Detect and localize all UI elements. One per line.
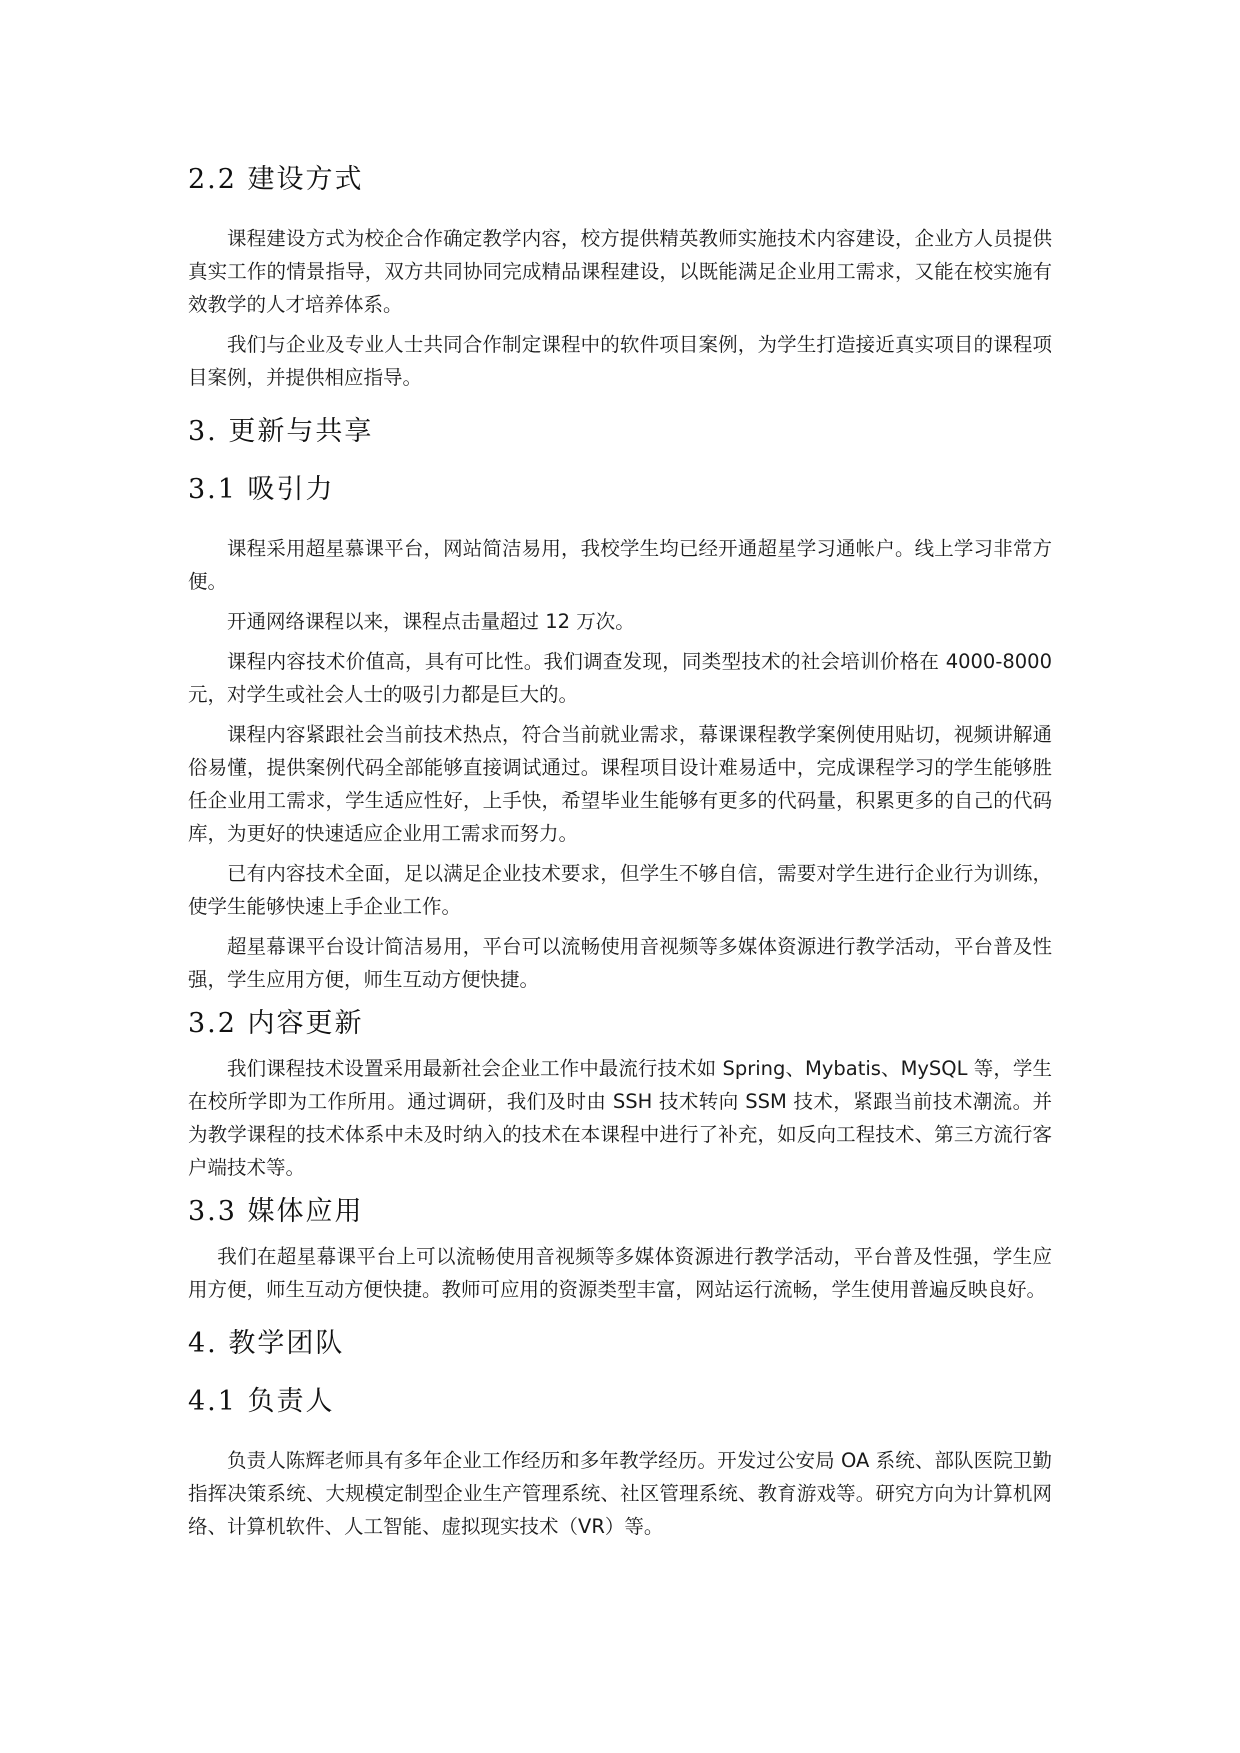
paragraph: 负责人陈辉老师具有多年企业工作经历和多年教学经历。开发过公安局 OA 系统、部队医院卫勤指挥决策系统、大规模定制型企业生产管理系统、社区管理系统、教育游戏等。研究方向为计算机网络、计算机软件、人工智能、虚拟现实技术（VR）等。 <box>188 1449 1052 1538</box>
paragraph: 课程内容技术价值高，具有可比性。我们调查发现，同类型技术的社会培训价格在 4000-8000 元，对学生或社会人士的吸引力都是巨大的。 <box>188 650 1052 706</box>
paragraph: 已有内容技术全面，足以满足企业技术要求，但学生不够自信，需要对学生进行企业行为训练，使学生能够快速上手企业工作。 <box>188 862 1052 918</box>
section-heading-3-2: 3.2 内容更新 <box>188 1008 364 1039</box>
section-heading-3-3: 3.3 媒体应用 <box>188 1196 364 1227</box>
section-heading-4-1: 4.1 负责人 <box>188 1386 335 1417</box>
section-heading-3: 3. 更新与共享 <box>188 416 374 447</box>
section-heading-3-1: 3.1 吸引力 <box>188 474 335 505</box>
section-heading-4: 4. 教学团队 <box>188 1328 345 1359</box>
paragraph: 课程建设方式为校企合作确定教学内容，校方提供精英教师实施技术内容建设，企业方人员提供真实工作的情景指导，双方共同协同完成精品课程建设，以既能满足企业用工需求，又能在校实施有效教学的人才培养体系。 <box>188 227 1052 316</box>
paragraph: 我们课程技术设置采用最新社会企业工作中最流行技术如 Spring、Mybatis、MySQL 等，学生在校所学即为工作所用。通过调研，我们及时由 SSH 技术转向 SSM 技术，紧跟当前技术潮流。并为教学课程的技术体系中未及时纳入的技术在本课程中进行了补充，如反向工程技术、第三方流行客户端技术等。 <box>188 1057 1052 1179</box>
paragraph: 开通网络课程以来，课程点击量超过 12 万次。 <box>227 610 635 633</box>
paragraph: 我们与企业及专业人士共同合作制定课程中的软件项目案例，为学生打造接近真实项目的课程项目案例，并提供相应指导。 <box>188 333 1052 389</box>
paragraph: 课程内容紧跟社会当前技术热点，符合当前就业需求，幕课课程教学案例使用贴切，视频讲解通俗易懂，提供案例代码全部能够直接调试通过。课程项目设计难易适中，完成课程学习的学生能够胜任企业用工需求，学生适应性好，上手快，希望毕业生能够有更多的代码量，积累更多的自己的代码库，为更好的快速适应企业用工需求而努力。 <box>188 723 1052 845</box>
paragraph: 我们在超星幕课平台上可以流畅使用音视频等多媒体资源进行教学活动，平台普及性强，学生应用方便，师生互动方便快捷。教师可应用的资源类型丰富，网站运行流畅，学生使用普遍反映良好。 <box>188 1245 1052 1301</box>
document-body <box>188 160 1052 1543</box>
paragraph: 课程采用超星慕课平台，网站简洁易用，我校学生均已经开通超星学习通帐户。线上学习非常方便。 <box>188 537 1052 593</box>
paragraph: 超星幕课平台设计简洁易用，平台可以流畅使用音视频等多媒体资源进行教学活动，平台普及性强，学生应用方便，师生互动方便快捷。 <box>188 935 1052 991</box>
section-heading-2-2: 2.2 建设方式 <box>188 164 364 195</box>
